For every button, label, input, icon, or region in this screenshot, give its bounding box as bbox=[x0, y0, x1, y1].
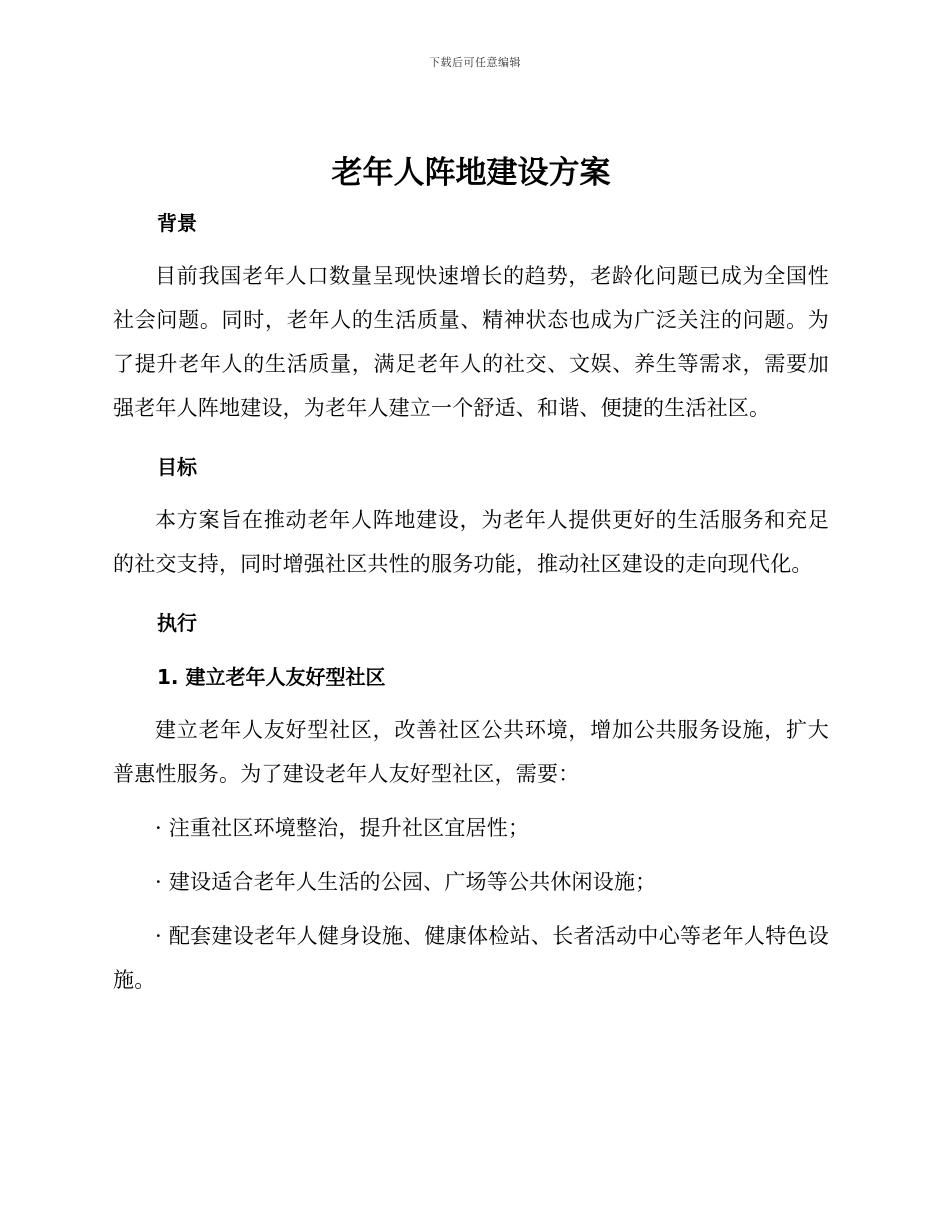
section-background bbox=[113, 208, 829, 430]
section-execution bbox=[113, 608, 829, 1002]
section-goal bbox=[113, 452, 829, 586]
paragraph-background: 目前我国老年人口数量呈现快速增长的趋势，老龄化问题已成为全国性社会问题。同时，老年人的生活质量、精神状态也成为广泛关注的问题。为了提升老年人的生活质量，满足老年人的社交、文娱、养生等需求，需要加强老年人阵地建设，为老年人建立一个舒适、和谐、便捷的生活社区。 bbox=[113, 264, 829, 420]
subheading-friendly-community: 1. 建立老年人友好型社区 bbox=[157, 665, 386, 689]
list-item: · 配套建设老年人健身设施、健康体检站、长者活动中心等老年人特色设施。 bbox=[113, 924, 829, 992]
section-heading-execution: 执行 bbox=[157, 611, 197, 635]
page-header-note: 下载后可任意编辑 bbox=[429, 56, 521, 69]
document-body bbox=[113, 148, 829, 1002]
section-heading-goal: 目标 bbox=[157, 455, 197, 479]
list-item: · 注重社区环境整治，提升社区宜居性； bbox=[155, 816, 530, 840]
list-item: · 建设适合老年人生活的公园、广场等公共休闲设施； bbox=[155, 870, 657, 894]
section-heading-background: 背景 bbox=[157, 211, 197, 235]
document-title: 老年人阵地建设方案 bbox=[331, 155, 611, 191]
paragraph-friendly-community: 建立老年人友好型社区，改善社区公共环境，增加公共服务设施，扩大普惠性服务。为了建设老年人友好型社区，需要： bbox=[113, 718, 829, 786]
paragraph-goal: 本方案旨在推动老年人阵地建设，为老年人提供更好的生活服务和充足的社交支持，同时增强社区共性的服务功能，推动社区建设的走向现代化。 bbox=[113, 508, 829, 576]
